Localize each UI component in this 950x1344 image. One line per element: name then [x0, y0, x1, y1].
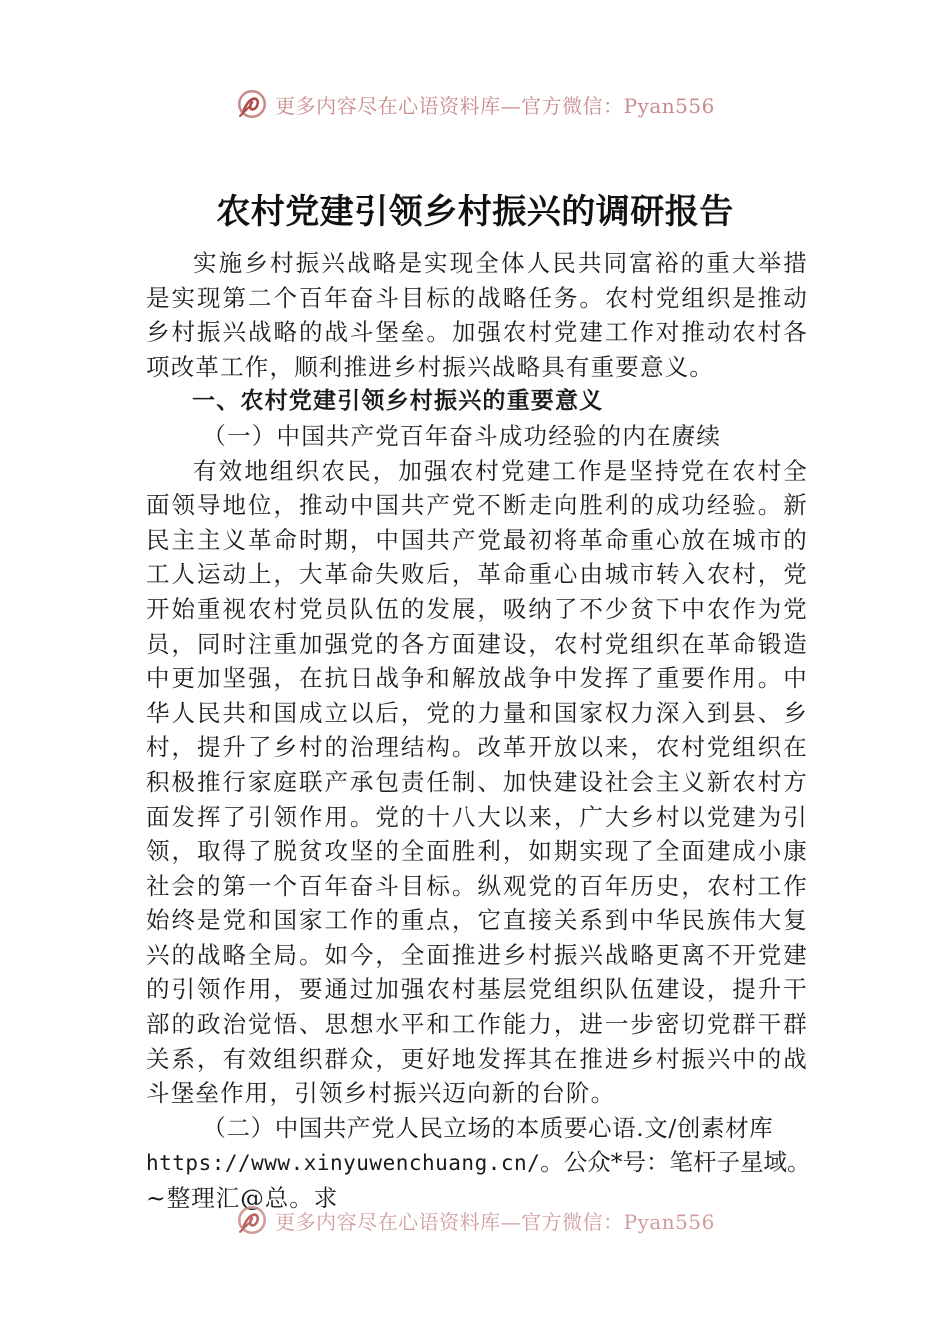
body-paragraph: 有效地组织农民，加强农村党建工作是坚持党在农村全面领导地位，推动中国共产党不断走向胜利的成功经验。新民主主义革命时期，中国共产党最初将革命重心放在城市的工人运动上，大革命失败后，革命重心由城市转入农村，党开始重视农村党员队伍的发展，吸纳了不少贫下中农作为党员，同时注重加强党的各方面建设，农村党组织在革命锻造中更加坚强，在抗日战争和解放战争中发挥了重要作用。中华人民共和国成立以后，党的力量和国家权力深入到县、乡村，提升了乡村的治理结构。改革开放以来，农村党组织在积极推行家庭联产承包责任制、加快建设社会主义新农村方面发挥了引领作用。党的十八大以来，广大乡村以党建为引领，取得了脱贫攻坚的全面胜利，如期实现了全面建成小康社会的第一个百年奋斗目标。纵观党的百年历史，农村工作始终是党和国家工作的重点，它直接关系到中华民族伟大复兴的战略全局。如今，全面推进乡村振兴战略更离不开党建的引领作用，要通过加强农村基层党组织队伍建设，提升干部的政治觉悟、思想水平和工作能力，进一步密切党群干群关系，有效组织群众，更好地发挥其在推进乡村振兴中的战斗堡垒作用，引领乡村振兴迈向新的台阶。 — [146, 456, 808, 1108]
header-watermark-banner — [0, 84, 950, 124]
document-body — [146, 246, 811, 1216]
section-heading: 一、农村党建引领乡村振兴的重要意义 — [192, 388, 604, 415]
swirl-logo-icon — [235, 1203, 269, 1237]
banner-text: 更多内容尽在心语资料库—官方微信：Pyan556 — [275, 1209, 715, 1234]
url-line — [146, 1145, 811, 1181]
website-link[interactable]: https://www.xinyuwenchuang.cn/ — [146, 1151, 541, 1176]
intro-paragraph: 实施乡村振兴战略是实现全体人民共同富裕的重大举措是实现第二个百年奋斗目标的战略任务。农村党组织是推动乡村振兴战略的战斗堡垒。加强农村党建工作对推动农村各项改革工作，顺利推进乡村振兴战略具有重要意义。 — [146, 249, 808, 381]
url-suffix-text: 。公众*号：笔杆子星域。 — [540, 1148, 811, 1177]
note-line: ~整理汇@总。求 — [146, 1184, 339, 1213]
page-title: 农村党建引领乡村振兴的调研报告 — [216, 192, 734, 232]
subsection-heading-2: （二）中国共产党人民立场的本质要心语.文/创素材库 — [202, 1113, 774, 1142]
subsection-heading: （一）中国共产党百年奋斗成功经验的内在赓续 — [202, 421, 722, 450]
footer-watermark-banner — [0, 1200, 950, 1240]
banner-text: 更多内容尽在心语资料库—官方微信：Pyan556 — [275, 93, 715, 118]
swirl-logo-icon — [235, 87, 269, 121]
